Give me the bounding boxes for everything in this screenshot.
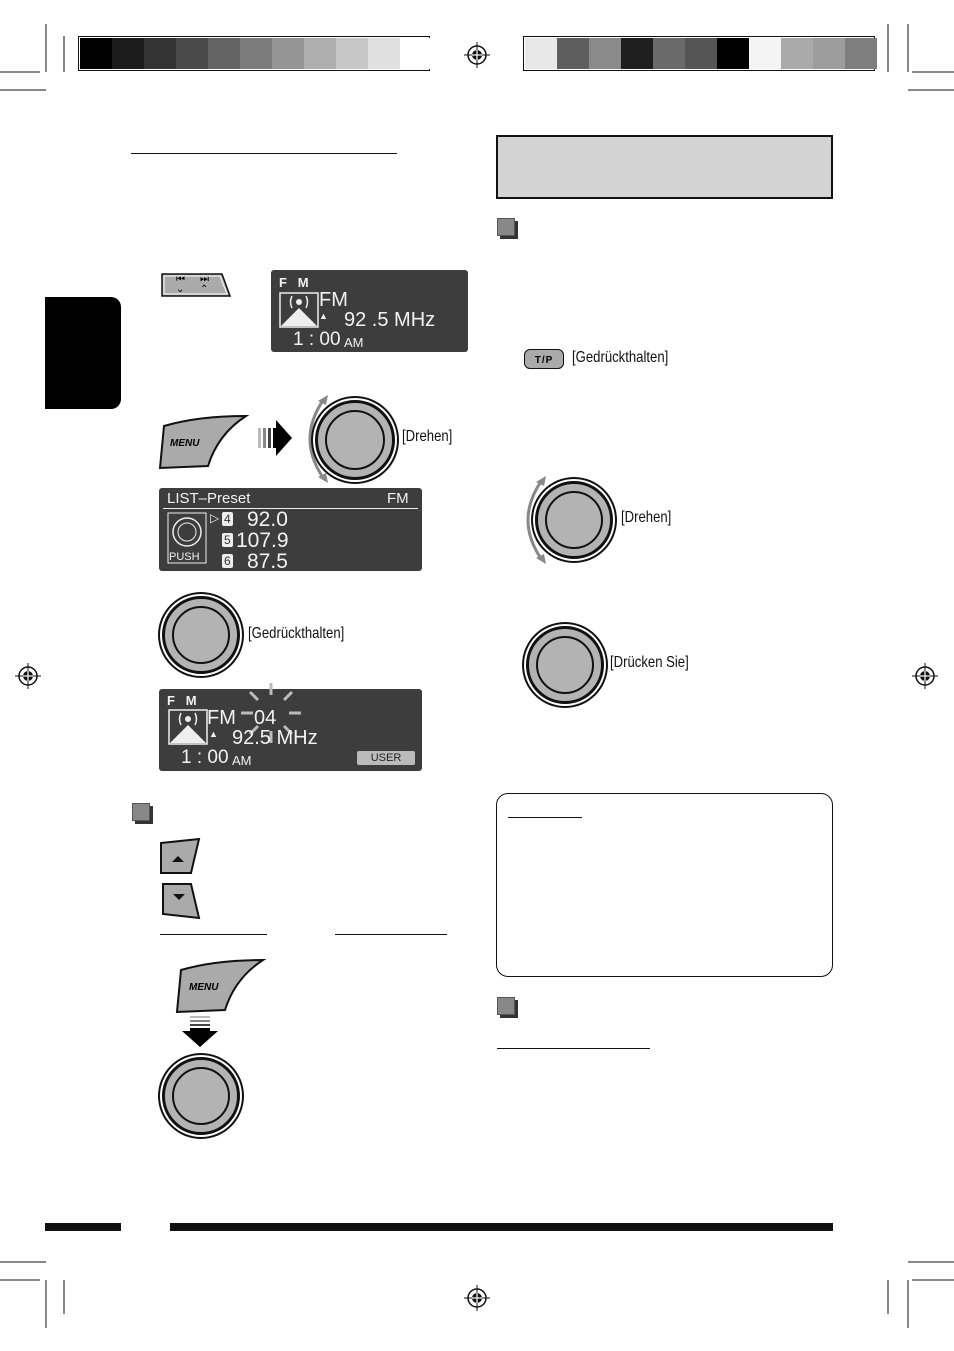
list-preset-display — [159, 488, 422, 571]
tp-button-label: T/P — [534, 355, 554, 366]
section-title-underline — [131, 153, 397, 154]
druecken-sie-label: [Drücken Sie] — [610, 654, 689, 671]
control-knob-3[interactable] — [162, 1057, 240, 1135]
down-button[interactable] — [159, 882, 201, 920]
control-knob-1[interactable] — [315, 400, 395, 480]
drehen-label-2: [Drehen] — [621, 509, 672, 526]
up-button[interactable] — [159, 837, 201, 875]
preset-number-badge: 6 — [224, 554, 231, 568]
clock-time-2: 1 : 00 — [181, 747, 229, 768]
fm-mode-label: F M — [279, 275, 309, 290]
preset-number-badge: 5 — [224, 533, 231, 547]
tp-gedrueckthalten-label: [Gedrückthalten] — [572, 349, 669, 366]
language-side-tab — [45, 297, 121, 409]
underline-left-1 — [160, 934, 267, 935]
preset-frequency: 87.5 — [247, 550, 288, 573]
underline-right — [497, 1048, 650, 1049]
seek-forward-icon: ⏭ ⌃ — [200, 274, 209, 295]
arrow-down-icon — [180, 1016, 220, 1048]
frequency-readout-2: 92.5 MHz — [232, 727, 318, 749]
push-label: PUSH — [169, 551, 200, 563]
menu-button-label-2: MENU — [189, 982, 219, 993]
signal-icon: ▲ — [319, 311, 328, 321]
drehen-label-1: [Drehen] — [402, 428, 453, 445]
radio-display-1 — [271, 270, 468, 352]
broadcast-icon — [279, 292, 319, 328]
user-badge: USER — [357, 751, 415, 765]
signal-icon-2: ▲ — [209, 729, 218, 739]
gedrueckthalten-label-1: [Gedrückthalten] — [248, 625, 345, 642]
band-label: FM — [319, 289, 348, 311]
control-knob-4[interactable] — [535, 481, 613, 559]
list-title-divider — [163, 508, 418, 509]
list-cursor-icon: ▷ — [210, 511, 220, 525]
arrow-right-icon — [258, 418, 292, 458]
seek-buttons[interactable] — [160, 272, 232, 298]
control-knob-2[interactable] — [162, 596, 240, 674]
broadcast-icon-2 — [168, 709, 208, 745]
bullet-square-1 — [497, 218, 515, 236]
menu-button-2[interactable] — [175, 958, 267, 1014]
fm-mode-label-2: F M — [167, 693, 197, 708]
menu-button-label: MENU — [170, 438, 200, 449]
header-box — [496, 135, 833, 199]
clock-time: 1 : 00 — [293, 329, 341, 350]
footer-bar-right — [170, 1223, 833, 1231]
note-box — [496, 793, 833, 977]
bullet-square-3 — [497, 997, 515, 1015]
tp-button[interactable] — [524, 349, 564, 369]
control-knob-5[interactable] — [526, 626, 604, 704]
radio-display-2 — [159, 689, 422, 771]
preset-number-badge: 4 — [224, 512, 231, 526]
seek-back-icon: ⏮ ⌄ — [176, 274, 185, 295]
band-label-2: FM — [207, 707, 236, 729]
menu-button[interactable] — [158, 414, 250, 470]
footer-bar-left — [45, 1223, 121, 1231]
note-box-title-underline — [508, 817, 582, 818]
preset-frequency: 92.0 — [247, 508, 288, 531]
clock-ampm: AM — [344, 335, 364, 350]
frequency-readout: 92 .5 MHz — [344, 309, 436, 331]
preset-frequency: 107.9 — [236, 529, 289, 552]
underline-left-2 — [335, 934, 447, 935]
bullet-square-2 — [132, 803, 150, 821]
list-title: LIST–Preset — [167, 490, 251, 507]
preset-number: 04 — [254, 707, 277, 729]
clock-ampm-2: AM — [232, 753, 252, 768]
list-band: FM — [387, 490, 409, 507]
